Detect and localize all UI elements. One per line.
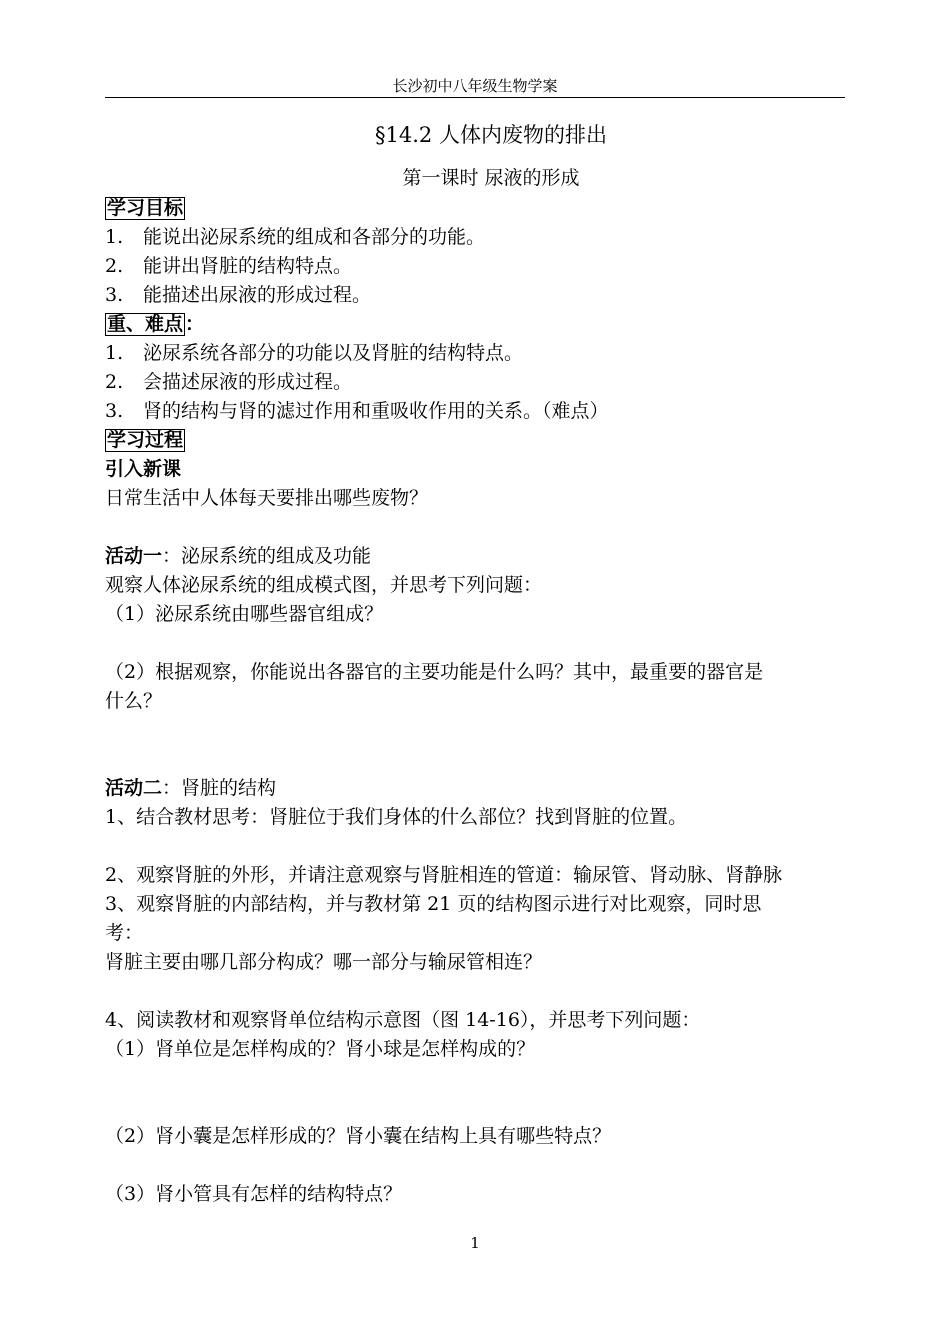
keypoints-heading: 重、难点 xyxy=(107,313,184,335)
answer-space xyxy=(105,832,847,861)
intro-question: 日常生活中人体每天要排出哪些废物？ xyxy=(105,487,429,509)
intro-heading: 引入新课 xyxy=(105,458,182,480)
activity1-question: （1）泌尿系统由哪些器官组成？ xyxy=(105,603,384,625)
process-heading: 学习过程 xyxy=(107,429,184,451)
blank-space xyxy=(105,513,847,542)
answer-space xyxy=(105,716,847,745)
keypoint-item: 3. 肾的结构与肾的滤过作用和重吸收作用的关系。（难点） xyxy=(105,400,609,422)
keypoints-heading-line: 重、难点 ： xyxy=(107,313,205,335)
activity2-question: 肾脏主要由哪几部分构成？哪一部分与输尿管相连？ xyxy=(105,951,543,973)
activity2-step: 3、观察肾脏的内部结构，并与教材第 21 页的结构图示进行对比观察，同时思 xyxy=(105,893,762,915)
objective-item: 2. 能讲出肾脏的结构特点。 xyxy=(105,255,353,277)
activity2-question: （2）肾小囊是怎样形成的？肾小囊在结构上具有哪些特点？ xyxy=(105,1125,612,1147)
document-body xyxy=(105,120,847,1209)
activity2-step: 2、观察肾脏的外形，并请注意观察与肾脏相连的管道：输尿管、肾动脉、肾静脉 xyxy=(105,864,783,886)
activity2-step: 1、结合教材思考：肾脏位于我们身体的什么部位？找到肾脏的位置。 xyxy=(105,806,688,828)
objective-item: 1. 能说出泌尿系统的组成和各部分的功能。 xyxy=(105,226,486,248)
keypoint-item: 2. 会描述尿液的形成过程。 xyxy=(105,371,353,393)
answer-space xyxy=(105,977,847,1006)
header-rule xyxy=(105,97,845,98)
activity2-question: （3）肾小管具有怎样的结构特点？ xyxy=(105,1183,403,1205)
answer-space xyxy=(105,629,847,658)
lesson-title: §14.2 人体内废物的排出 xyxy=(375,123,607,147)
activity2-question: （1）肾单位是怎样构成的？肾小球是怎样构成的？ xyxy=(105,1038,536,1060)
activity1-heading: 活动一：泌尿系统的组成及功能 xyxy=(105,545,372,567)
process-heading-line xyxy=(105,426,847,455)
answer-space xyxy=(105,1151,847,1180)
lesson-subtitle: 第一课时 尿液的形成 xyxy=(402,167,580,189)
activity2-step-cont: 考： xyxy=(105,922,144,944)
objectives-heading-line xyxy=(105,194,847,223)
answer-space xyxy=(105,1093,847,1122)
activity1-question: （2）根据观察，你能说出各器官的主要功能是什么吗？其中，最重要的器官是 xyxy=(105,661,764,683)
answer-space xyxy=(105,1064,847,1093)
activity1-instruction: 观察人体泌尿系统的组成模式图，并思考下列问题： xyxy=(105,574,543,596)
page-header: 长沙初中八年级生物学案 xyxy=(392,77,558,95)
objectives-heading: 学习目标 xyxy=(107,197,184,219)
keypoint-item: 1. 泌尿系统各部分的功能以及肾脏的结构特点。 xyxy=(105,342,524,364)
activity1-question-cont: 什么？ xyxy=(105,690,163,712)
objective-item: 3. 能描述出尿液的形成过程。 xyxy=(105,284,372,306)
activity2-step: 4、阅读教材和观察肾单位结构示意图（图 14-16），并思考下列问题： xyxy=(105,1009,701,1031)
page-number: 1 xyxy=(470,1234,480,1252)
activity2-heading: 活动二：肾脏的结构 xyxy=(105,777,277,799)
answer-space xyxy=(105,745,847,774)
